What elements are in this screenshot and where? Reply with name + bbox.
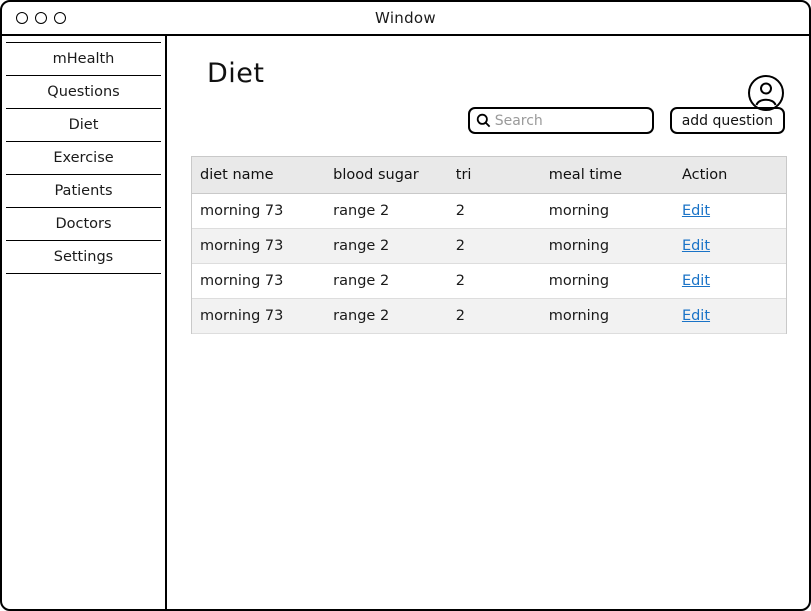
cell-tri: 2 (448, 264, 541, 299)
page-title: Diet (207, 58, 265, 89)
cell-meal-time: morning (541, 299, 674, 334)
cell-tri: 2 (448, 194, 541, 229)
sidebar-item-settings[interactable]: Settings (6, 241, 161, 274)
cell-diet-name: morning 73 (192, 299, 325, 334)
title-bar (2, 2, 809, 36)
main-content (167, 36, 809, 611)
column-header-action: Action (674, 157, 786, 194)
table-row (192, 229, 786, 264)
table-row (192, 264, 786, 299)
cell-tri: 2 (448, 299, 541, 334)
edit-link[interactable]: Edit (681, 203, 711, 219)
cell-action (674, 299, 786, 334)
cell-diet-name: morning 73 (192, 264, 325, 299)
table-row (192, 194, 786, 229)
cell-blood-sugar: range 2 (325, 264, 448, 299)
window-title: Window (375, 9, 436, 27)
cell-blood-sugar: range 2 (325, 299, 448, 334)
search-icon (476, 113, 491, 128)
close-dot-icon[interactable] (16, 12, 28, 24)
user-avatar-icon[interactable] (747, 74, 785, 112)
cell-meal-time: morning (541, 229, 674, 264)
sidebar-item-exercise[interactable]: Exercise (6, 142, 161, 175)
cell-diet-name: morning 73 (192, 194, 325, 229)
cell-action (674, 194, 786, 229)
sidebar-item-mhealth[interactable]: mHealth (6, 42, 161, 76)
minimize-dot-icon[interactable] (35, 12, 47, 24)
maximize-dot-icon[interactable] (54, 12, 66, 24)
cell-blood-sugar: range 2 (325, 194, 448, 229)
edit-link[interactable]: Edit (681, 308, 711, 324)
sidebar-item-questions[interactable]: Questions (6, 76, 161, 109)
sidebar-item-patients[interactable]: Patients (6, 175, 161, 208)
add-question-button[interactable]: add question (670, 107, 785, 134)
cell-meal-time: morning (541, 194, 674, 229)
search-box[interactable] (468, 107, 654, 134)
toolbar (189, 107, 789, 134)
column-header-meal-time: meal time (541, 157, 674, 194)
search-input[interactable] (495, 113, 635, 129)
edit-link[interactable]: Edit (681, 238, 711, 254)
cell-tri: 2 (448, 229, 541, 264)
window-body (2, 36, 809, 611)
window-controls[interactable] (16, 12, 66, 24)
cell-blood-sugar: range 2 (325, 229, 448, 264)
diet-table (191, 156, 787, 334)
sidebar-item-doctors[interactable]: Doctors (6, 208, 161, 241)
cell-action (674, 229, 786, 264)
cell-action (674, 264, 786, 299)
cell-meal-time: morning (541, 264, 674, 299)
column-header-diet-name: diet name (192, 157, 325, 194)
sidebar-item-diet[interactable]: Diet (6, 109, 161, 142)
column-header-tri: tri (448, 157, 541, 194)
edit-link[interactable]: Edit (681, 273, 711, 289)
table-row (192, 299, 786, 334)
sidebar (2, 36, 167, 611)
table-header-row (192, 157, 786, 194)
cell-diet-name: morning 73 (192, 229, 325, 264)
column-header-blood-sugar: blood sugar (325, 157, 448, 194)
